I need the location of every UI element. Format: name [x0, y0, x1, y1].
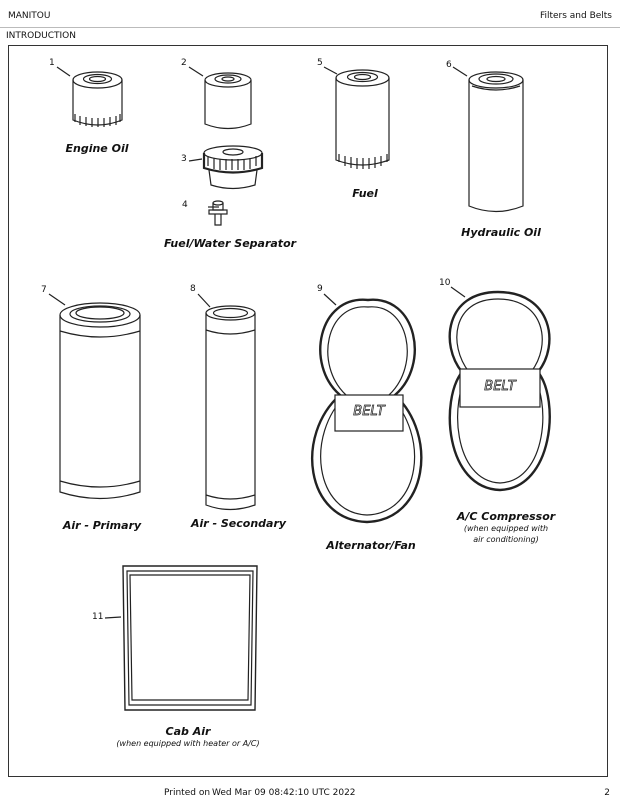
caption-fuel: Fuel: [352, 187, 378, 200]
page-number: 2: [604, 788, 610, 798]
caption-cab-air: Cab Air: [165, 725, 211, 738]
separator-bowl-icon: [204, 146, 262, 189]
section-title: INTRODUCTION: [6, 31, 76, 41]
caption-air-primary: Air - Primary: [62, 519, 142, 532]
fuel-filter-icon: [336, 70, 389, 169]
note-ac-line-1: (when equipped with: [463, 524, 549, 533]
alternator-belt-text: BELT: [353, 404, 385, 419]
note-cab-air: (when equipped with heater or A/C): [116, 739, 260, 748]
printed-label: Printed on: [164, 788, 211, 798]
drain-valve-icon: [209, 201, 227, 225]
brand-name: MANITOU: [8, 11, 51, 21]
item-number: 3: [181, 154, 187, 164]
air-secondary-filter-icon: [206, 306, 255, 510]
caption-fuel-water-separator: Fuel/Water Separator: [163, 237, 297, 250]
item-number: 5: [317, 58, 323, 68]
air-primary-filter-icon: [60, 303, 140, 499]
caption-hydraulic-oil: Hydraulic Oil: [461, 226, 541, 239]
engine-oil-filter-icon: [73, 72, 122, 127]
item-number: 6: [446, 60, 452, 70]
fuel-water-filter-icon: [205, 73, 251, 129]
note-ac-line-2: air conditioning): [473, 535, 539, 544]
cab-air-filter-icon: [123, 566, 257, 710]
caption-engine-oil: Engine Oil: [65, 142, 129, 155]
item-number: 8: [190, 284, 196, 294]
item-number: 7: [41, 285, 47, 295]
caption-air-secondary: Air - Secondary: [190, 517, 287, 530]
caption-alternator-fan: Alternator/Fan: [326, 539, 416, 552]
item-number: 11: [92, 612, 104, 622]
item-number: 9: [317, 284, 323, 294]
item-number: 10: [439, 278, 451, 288]
document-title: Filters and Belts: [539, 11, 612, 21]
item-number: 1: [49, 58, 55, 68]
printed-date: Wed Mar 09 08:42:10 UTC 2022: [212, 788, 356, 798]
hydraulic-oil-filter-icon: [469, 72, 523, 212]
ac-belt-text: BELT: [484, 379, 516, 394]
caption-ac-compressor: A/C Compressor: [456, 510, 556, 523]
item-number: 4: [182, 200, 188, 210]
item-number: 2: [181, 58, 187, 68]
